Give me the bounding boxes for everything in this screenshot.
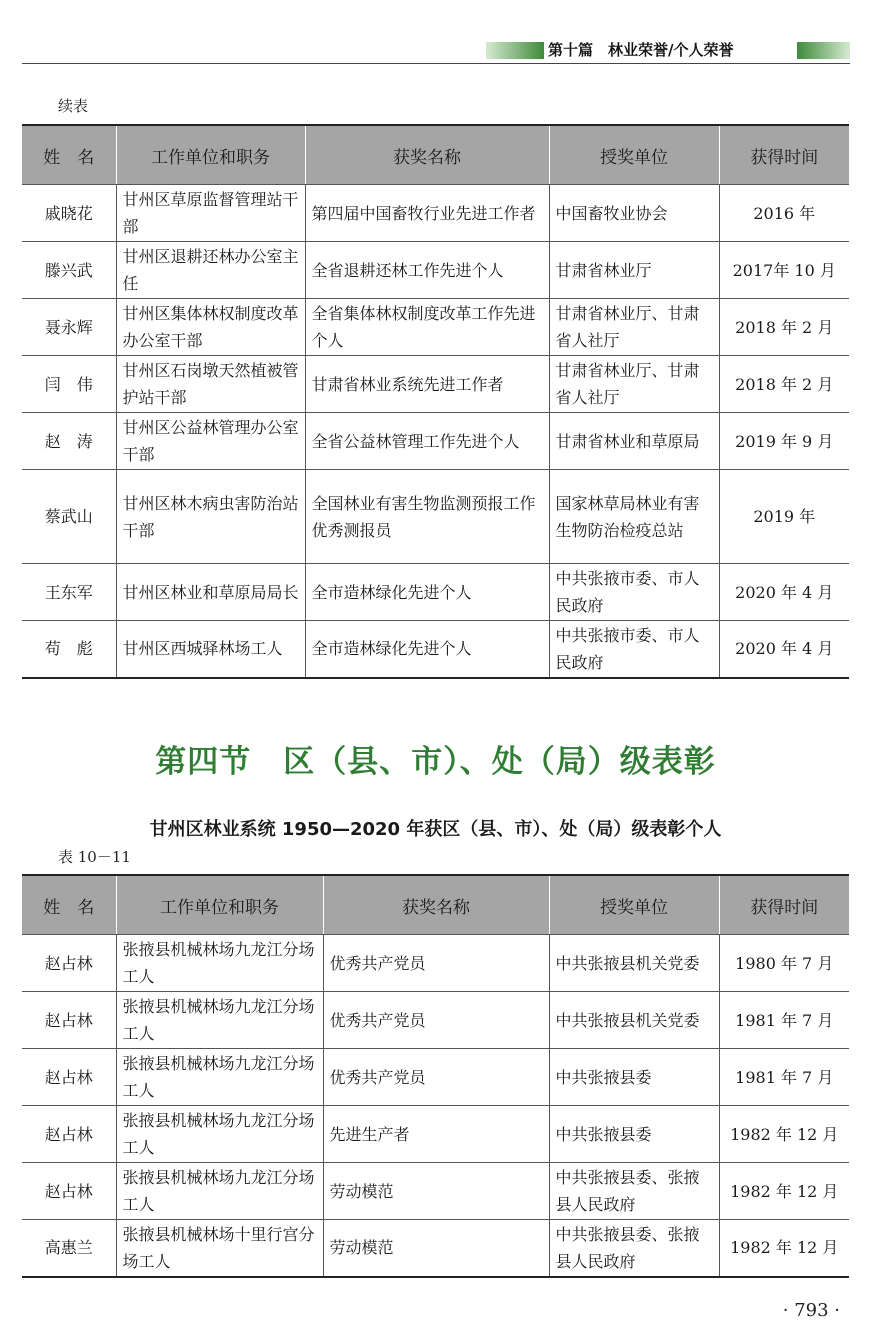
- cell-date: 2018 年 2 月: [719, 299, 849, 356]
- table-row: [22, 356, 849, 413]
- cell-unit: 甘州区西城驿林场工人: [116, 621, 305, 678]
- cell-award: 全省集体林权制度改革工作先进个人: [305, 299, 549, 356]
- table-header-row: [22, 125, 849, 185]
- cell-name: 赵占林: [22, 1163, 116, 1220]
- col-header-date: 获得时间: [719, 125, 849, 185]
- cell-date: 2020 年 4 月: [719, 621, 849, 678]
- header-title: 第十篇 林业荣誉/个人荣誉: [548, 41, 734, 59]
- page-header: [0, 0, 871, 68]
- cell-date: 1982 年 12 月: [719, 1220, 849, 1277]
- table-row: [22, 1220, 849, 1277]
- col-header-date: 获得时间: [719, 875, 849, 935]
- cell-unit: 张掖县机械林场九龙江分场工人: [116, 992, 323, 1049]
- table-header-row: [22, 875, 849, 935]
- cell-date: 2018 年 2 月: [719, 356, 849, 413]
- cell-name: 苟 彪: [22, 621, 116, 678]
- table-row: [22, 621, 849, 678]
- table-row: [22, 935, 849, 992]
- table-row: [22, 1049, 849, 1106]
- cell-unit: 甘州区林木病虫害防治站干部: [116, 470, 305, 564]
- cell-unit: 甘州区石岗墩天然植被管护站干部: [116, 356, 305, 413]
- header-decoration-bar-right: [797, 42, 850, 59]
- cell-name: 高惠兰: [22, 1220, 116, 1277]
- cell-award: 优秀共产党员: [323, 992, 549, 1049]
- cell-award: 先进生产者: [323, 1106, 549, 1163]
- cell-award: 全市造林绿化先进个人: [305, 621, 549, 678]
- cell-grantor: 中共张掖市委、市人民政府: [549, 564, 719, 621]
- cell-unit: 张掖县机械林场九龙江分场工人: [116, 935, 323, 992]
- cell-date: 2017年 10 月: [719, 242, 849, 299]
- table-subtitle: 甘州区林业系统 1950—2020 年获区（县、市）、处（局）级表彰个人: [149, 819, 722, 840]
- cell-name: 戚晓花: [22, 185, 116, 242]
- cell-grantor: 甘肃省林业和草原局: [549, 413, 719, 470]
- cell-unit: 张掖县机械林场九龙江分场工人: [116, 1106, 323, 1163]
- cell-grantor: 中共张掖县委: [549, 1106, 719, 1163]
- cell-grantor: 甘肃省林业厅: [549, 242, 719, 299]
- cell-grantor: 中国畜牧业协会: [549, 185, 719, 242]
- cell-unit: 张掖县机械林场九龙江分场工人: [116, 1163, 323, 1220]
- cell-date: 1980 年 7 月: [719, 935, 849, 992]
- table-row: [22, 470, 849, 564]
- cell-date: 2019 年 9 月: [719, 413, 849, 470]
- cell-date: 2019 年: [719, 470, 849, 564]
- cell-date: 1982 年 12 月: [719, 1163, 849, 1220]
- award-table-continued: [22, 124, 849, 679]
- cell-name: 赵占林: [22, 935, 116, 992]
- cell-unit: 甘州区林业和草原局局长: [116, 564, 305, 621]
- table-row: [22, 185, 849, 242]
- cell-award: 甘肃省林业系统先进工作者: [305, 356, 549, 413]
- cell-grantor: 中共张掖县机关党委: [549, 992, 719, 1049]
- section-title: 第四节 区（县、市）、处（局）级表彰: [155, 744, 716, 780]
- page-number: · 793 ·: [782, 1300, 840, 1321]
- table-row: [22, 564, 849, 621]
- cell-name: 滕兴武: [22, 242, 116, 299]
- cell-name: 王东军: [22, 564, 116, 621]
- cell-date: 1981 年 7 月: [719, 992, 849, 1049]
- cell-unit: 张掖县机械林场十里行宫分场工人: [116, 1220, 323, 1277]
- col-header-unit: 工作单位和职务: [116, 875, 323, 935]
- cell-unit: 甘州区公益林管理办公室干部: [116, 413, 305, 470]
- cell-unit: 甘州区退耕还林办公室主任: [116, 242, 305, 299]
- table-label: 表 10－11: [58, 848, 131, 866]
- cell-award: 全省公益林管理工作先进个人: [305, 413, 549, 470]
- col-header-grantor: 授奖单位: [549, 125, 719, 185]
- col-header-award: 获奖名称: [323, 875, 549, 935]
- table-row: [22, 413, 849, 470]
- cell-grantor: 中共张掖县委、张掖县人民政府: [549, 1220, 719, 1277]
- cell-date: 1981 年 7 月: [719, 1049, 849, 1106]
- table-row: [22, 242, 849, 299]
- cell-name: 赵占林: [22, 992, 116, 1049]
- cell-award: 劳动模范: [323, 1163, 549, 1220]
- cell-award: 全省退耕还林工作先进个人: [305, 242, 549, 299]
- continued-label: 续表: [58, 97, 89, 115]
- cell-award: 优秀共产党员: [323, 1049, 549, 1106]
- cell-name: 蔡武山: [22, 470, 116, 564]
- cell-award: 全国林业有害生物监测预报工作优秀测报员: [305, 470, 549, 564]
- cell-award: 优秀共产党员: [323, 935, 549, 992]
- cell-award: 劳动模范: [323, 1220, 549, 1277]
- cell-grantor: 中共张掖县委、张掖县人民政府: [549, 1163, 719, 1220]
- cell-grantor: 中共张掖县机关党委: [549, 935, 719, 992]
- table-row: [22, 1106, 849, 1163]
- cell-name: 赵占林: [22, 1106, 116, 1163]
- cell-date: 2020 年 4 月: [719, 564, 849, 621]
- col-header-unit: 工作单位和职务: [116, 125, 305, 185]
- cell-name: 赵占林: [22, 1049, 116, 1106]
- cell-name: 闫 伟: [22, 356, 116, 413]
- col-header-name: 姓 名: [22, 125, 116, 185]
- cell-name: 聂永辉: [22, 299, 116, 356]
- cell-name: 赵 涛: [22, 413, 116, 470]
- cell-date: 2016 年: [719, 185, 849, 242]
- cell-unit: 张掖县机械林场九龙江分场工人: [116, 1049, 323, 1106]
- cell-unit: 甘州区草原监督管理站干部: [116, 185, 305, 242]
- cell-grantor: 中共张掖市委、市人民政府: [549, 621, 719, 678]
- col-header-grantor: 授奖单位: [549, 875, 719, 935]
- cell-award: 全市造林绿化先进个人: [305, 564, 549, 621]
- col-header-name: 姓 名: [22, 875, 116, 935]
- cell-grantor: 甘肃省林业厅、甘肃省人社厅: [549, 299, 719, 356]
- cell-grantor: 甘肃省林业厅、甘肃省人社厅: [549, 356, 719, 413]
- table-row: [22, 299, 849, 356]
- cell-award: 第四届中国畜牧行业先进工作者: [305, 185, 549, 242]
- award-table-county-level: [22, 874, 849, 1278]
- table-row: [22, 1163, 849, 1220]
- cell-date: 1982 年 12 月: [719, 1106, 849, 1163]
- header-decoration-bar-left: [486, 42, 544, 59]
- table-row: [22, 992, 849, 1049]
- cell-unit: 甘州区集体林权制度改革办公室干部: [116, 299, 305, 356]
- col-header-award: 获奖名称: [305, 125, 549, 185]
- header-rule: [22, 63, 850, 64]
- cell-grantor: 中共张掖县委: [549, 1049, 719, 1106]
- cell-grantor: 国家林草局林业有害生物防治检疫总站: [549, 470, 719, 564]
